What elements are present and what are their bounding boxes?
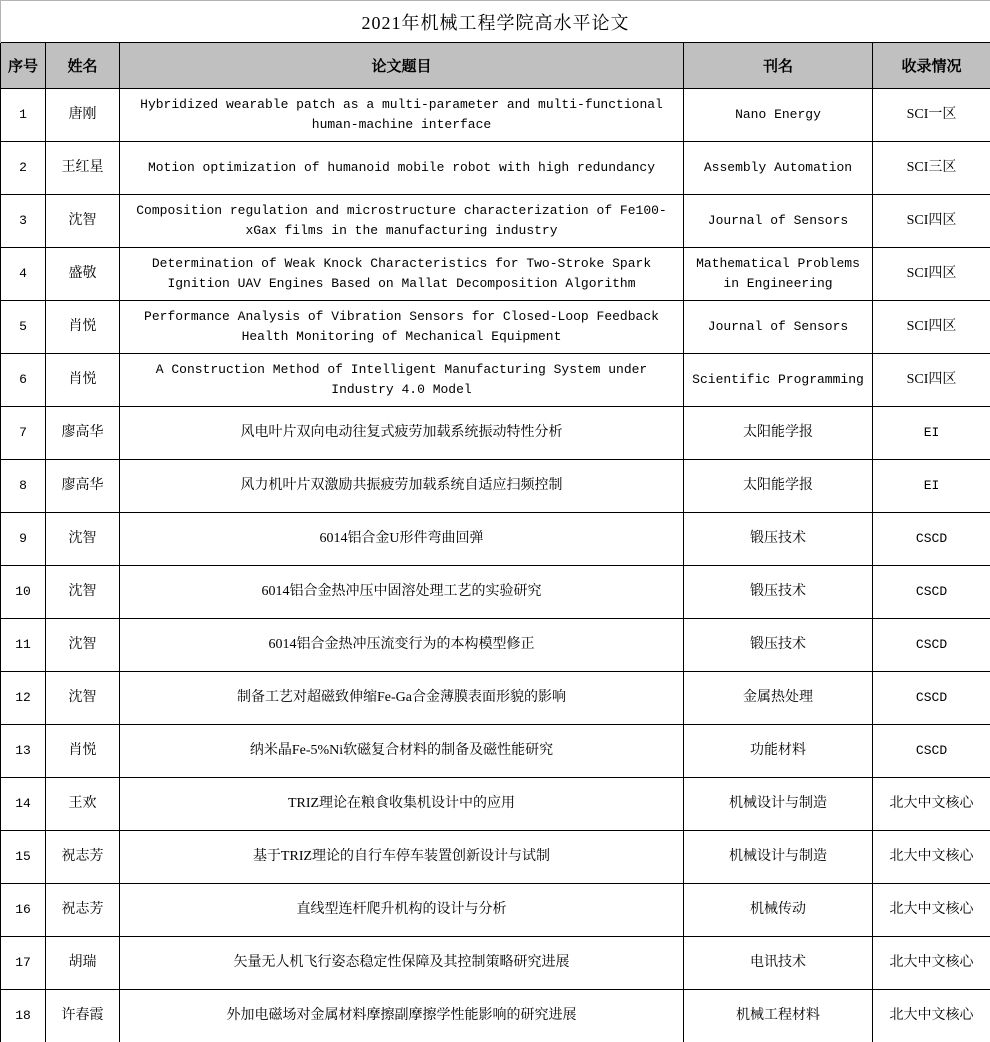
- cell-paper-title: A Construction Method of Intelligent Manufacturing System under Industry 4.0 Model: [120, 354, 684, 407]
- cell-author-name: 唐刚: [46, 89, 120, 142]
- cell-paper-title: 风电叶片双向电动往复式疲劳加载系统振动特性分析: [120, 407, 684, 460]
- cell-index-status: 北大中文核心: [873, 778, 990, 831]
- cell-journal-name: 机械设计与制造: [684, 778, 873, 831]
- cell-index-status: EI: [873, 407, 990, 460]
- cell-paper-title: 外加电磁场对金属材料摩擦副摩擦学性能影响的研究进展: [120, 990, 684, 1042]
- cell-author-name: 胡瑞: [46, 937, 120, 990]
- cell-paper-title: Determination of Weak Knock Characteristics for Two-Stroke Spark Ignition UAV Engines Based on Mallat Decomposition Algorithm: [120, 248, 684, 301]
- cell-paper-title: 矢量无人机飞行姿态稳定性保障及其控制策略研究进展: [120, 937, 684, 990]
- table-row: [1, 672, 990, 725]
- cell-journal-name: 机械工程材料: [684, 990, 873, 1042]
- cell-index-number: 12: [1, 672, 46, 725]
- cell-journal-name: Nano Energy: [684, 89, 873, 142]
- cell-paper-title: Performance Analysis of Vibration Sensors for Closed-Loop Feedback Health Monitoring of Mechanical Equipment: [120, 301, 684, 354]
- cell-index-status: CSCD: [873, 725, 990, 778]
- table-title-row: [1, 1, 990, 43]
- column-header-name: 姓名: [46, 43, 120, 89]
- cell-index-status: SCI一区: [873, 89, 990, 142]
- table-row: [1, 301, 990, 354]
- cell-index-number: 8: [1, 460, 46, 513]
- cell-index-number: 6: [1, 354, 46, 407]
- table-row: [1, 460, 990, 513]
- table-row: [1, 142, 990, 195]
- cell-author-name: 沈智: [46, 619, 120, 672]
- cell-index-number: 15: [1, 831, 46, 884]
- cell-journal-name: 功能材料: [684, 725, 873, 778]
- table-row: [1, 778, 990, 831]
- cell-author-name: 廖高华: [46, 407, 120, 460]
- cell-author-name: 沈智: [46, 195, 120, 248]
- cell-author-name: 廖高华: [46, 460, 120, 513]
- table-row: [1, 407, 990, 460]
- cell-paper-title: 纳米晶Fe-5%Ni软磁复合材料的制备及磁性能研究: [120, 725, 684, 778]
- cell-paper-title: 6014铝合金热冲压中固溶处理工艺的实验研究: [120, 566, 684, 619]
- table-row: [1, 195, 990, 248]
- cell-index-number: 7: [1, 407, 46, 460]
- cell-journal-name: 太阳能学报: [684, 407, 873, 460]
- cell-paper-title: Motion optimization of humanoid mobile robot with high redundancy: [120, 142, 684, 195]
- cell-index-status: CSCD: [873, 672, 990, 725]
- cell-index-status: SCI四区: [873, 354, 990, 407]
- cell-author-name: 祝志芳: [46, 831, 120, 884]
- cell-paper-title: Composition regulation and microstructure characterization of Fe100-xGax films in the manufacturing industry: [120, 195, 684, 248]
- cell-paper-title: 直线型连杆爬升机构的设计与分析: [120, 884, 684, 937]
- column-header-journal: 刊名: [684, 43, 873, 89]
- cell-paper-title: Hybridized wearable patch as a multi-parameter and multi-functional human-machine interface: [120, 89, 684, 142]
- cell-index-status: SCI四区: [873, 301, 990, 354]
- cell-paper-title: 6014铝合金热冲压流变行为的本构模型修正: [120, 619, 684, 672]
- cell-index-status: SCI四区: [873, 195, 990, 248]
- cell-author-name: 盛敬: [46, 248, 120, 301]
- cell-journal-name: 太阳能学报: [684, 460, 873, 513]
- cell-author-name: 王红星: [46, 142, 120, 195]
- cell-index-number: 5: [1, 301, 46, 354]
- cell-index-status: 北大中文核心: [873, 831, 990, 884]
- page-title: 2021年机械工程学院高水平论文: [1, 1, 990, 43]
- column-header-index-number: 序号: [1, 43, 46, 89]
- cell-journal-name: 锻压技术: [684, 566, 873, 619]
- cell-index-number: 11: [1, 619, 46, 672]
- cell-index-number: 18: [1, 990, 46, 1042]
- cell-index-status: 北大中文核心: [873, 990, 990, 1042]
- cell-index-status: CSCD: [873, 566, 990, 619]
- cell-author-name: 肖悦: [46, 725, 120, 778]
- cell-index-status: SCI四区: [873, 248, 990, 301]
- cell-author-name: 许春霞: [46, 990, 120, 1042]
- cell-index-number: 4: [1, 248, 46, 301]
- cell-index-status: 北大中文核心: [873, 937, 990, 990]
- cell-journal-name: Scientific Programming: [684, 354, 873, 407]
- cell-index-status: CSCD: [873, 513, 990, 566]
- cell-paper-title: 风力机叶片双激励共振疲劳加载系统自适应扫频控制: [120, 460, 684, 513]
- cell-index-number: 2: [1, 142, 46, 195]
- cell-paper-title: 6014铝合金U形件弯曲回弹: [120, 513, 684, 566]
- cell-journal-name: 机械设计与制造: [684, 831, 873, 884]
- cell-author-name: 肖悦: [46, 354, 120, 407]
- cell-journal-name: 金属热处理: [684, 672, 873, 725]
- cell-index-number: 13: [1, 725, 46, 778]
- cell-index-number: 1: [1, 89, 46, 142]
- table-row: [1, 513, 990, 566]
- cell-author-name: 沈智: [46, 566, 120, 619]
- table-row: [1, 248, 990, 301]
- column-header-paper-title: 论文题目: [120, 43, 684, 89]
- table-row: [1, 619, 990, 672]
- cell-paper-title: 制备工艺对超磁致伸缩Fe-Ga合金薄膜表面形貌的影响: [120, 672, 684, 725]
- cell-index-number: 9: [1, 513, 46, 566]
- cell-journal-name: Journal of Sensors: [684, 301, 873, 354]
- cell-paper-title: 基于TRIZ理论的自行车停车装置创新设计与试制: [120, 831, 684, 884]
- cell-journal-name: 机械传动: [684, 884, 873, 937]
- cell-index-number: 10: [1, 566, 46, 619]
- cell-index-number: 14: [1, 778, 46, 831]
- table-header-row: [1, 43, 990, 89]
- cell-author-name: 肖悦: [46, 301, 120, 354]
- cell-journal-name: 电讯技术: [684, 937, 873, 990]
- cell-index-number: 17: [1, 937, 46, 990]
- cell-author-name: 王欢: [46, 778, 120, 831]
- table-row: [1, 566, 990, 619]
- table-row: [1, 937, 990, 990]
- cell-author-name: 祝志芳: [46, 884, 120, 937]
- cell-journal-name: Assembly Automation: [684, 142, 873, 195]
- table-row: [1, 725, 990, 778]
- cell-index-number: 16: [1, 884, 46, 937]
- cell-author-name: 沈智: [46, 513, 120, 566]
- table-row: [1, 884, 990, 937]
- table-row: [1, 354, 990, 407]
- table-body: [1, 89, 990, 1042]
- cell-index-status: SCI三区: [873, 142, 990, 195]
- cell-author-name: 沈智: [46, 672, 120, 725]
- column-header-index-status: 收录情况: [873, 43, 990, 89]
- cell-index-status: CSCD: [873, 619, 990, 672]
- cell-journal-name: 锻压技术: [684, 619, 873, 672]
- cell-index-number: 3: [1, 195, 46, 248]
- table-row: [1, 831, 990, 884]
- cell-journal-name: 锻压技术: [684, 513, 873, 566]
- cell-journal-name: Mathematical Problems in Engineering: [684, 248, 873, 301]
- cell-paper-title: TRIZ理论在粮食收集机设计中的应用: [120, 778, 684, 831]
- cell-journal-name: Journal of Sensors: [684, 195, 873, 248]
- cell-index-status: EI: [873, 460, 990, 513]
- cell-index-status: 北大中文核心: [873, 884, 990, 937]
- table-row: [1, 990, 990, 1042]
- table-row: [1, 89, 990, 142]
